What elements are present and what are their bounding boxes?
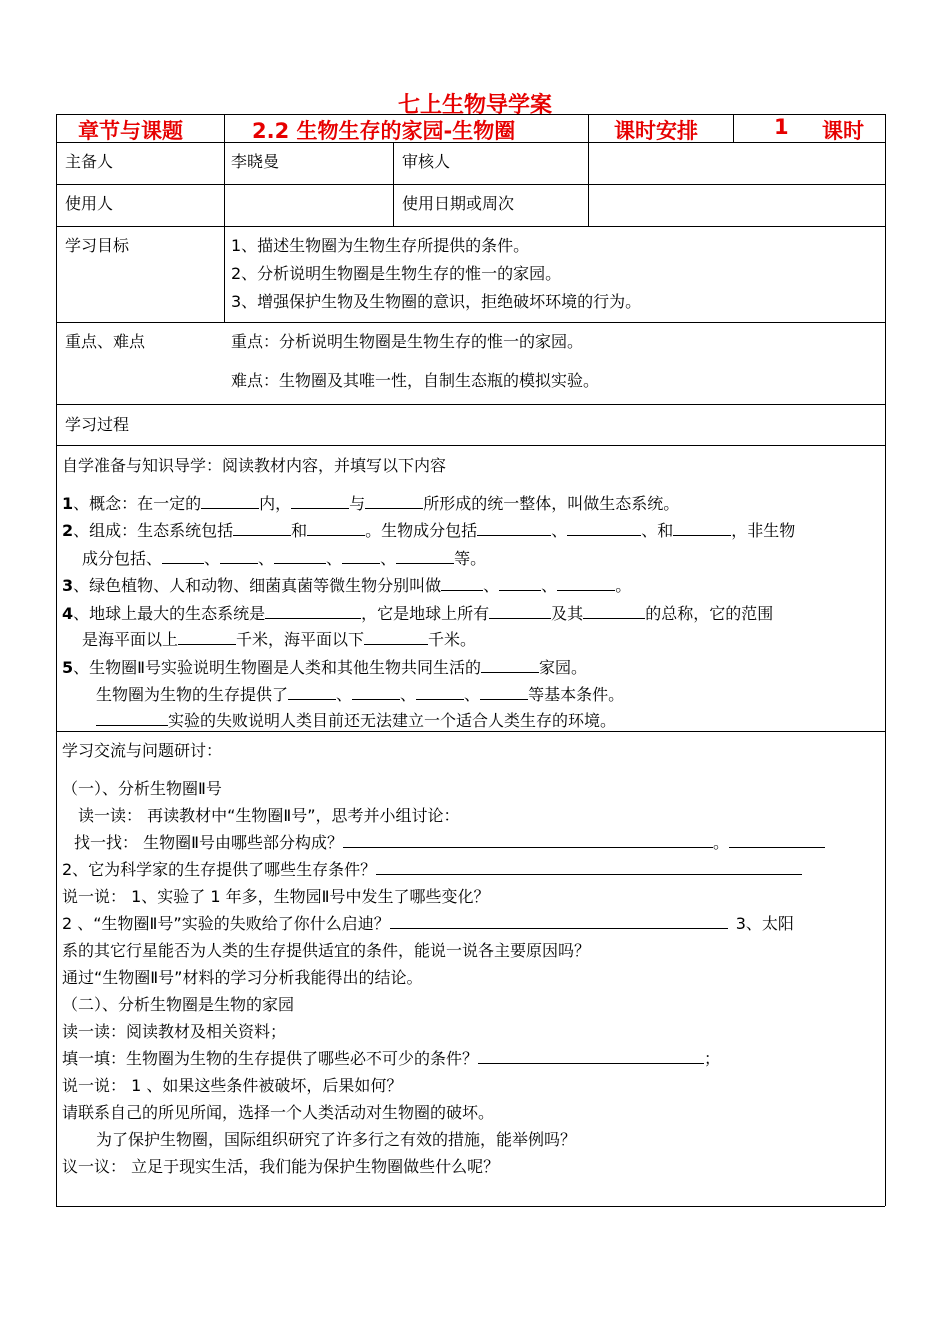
date-label: 使用日期或周次 [402,194,515,213]
read-1: 读一读： 再读教材中“生物圈Ⅱ号”，思考并小组讨论： [78,806,460,825]
difficulty-text: 难点：生物圈及其唯一性，自制生态瓶的模拟实验。 [231,371,600,390]
question-5-failure: 实验的失败说明人类目前还无法建立一个适合人类生存的环境。 [96,708,616,731]
page-title: 七上生物导学案 [397,93,552,118]
preparer-label: 主备人 [65,152,114,171]
goals-label: 学习目标 [65,236,130,255]
question-3-planets: 系的其它行星能否为人类的生存提供适宜的条件，能说一说各主要原因吗？ [62,941,591,960]
part1-title: （一）、分析生物圈Ⅱ号 [62,779,222,798]
question-2-conditions: 2、它为科学家的生存提供了哪些生存条件？ [62,857,802,880]
question-5: 5、生物圈Ⅱ号实验说明生物圈是人类和其他生物共同生活的 家园。 [62,658,588,677]
fill-2: 填一填：生物圈为生物的生存提供了哪些必不可少的条件？ ； [62,1049,721,1068]
chapter-label: 章节与课题 [78,119,183,143]
user-label: 使用人 [65,194,114,213]
part2-title: （二）、分析生物圈是生物的家园 [62,995,295,1014]
schedule-label: 课时安排 [614,119,698,143]
question-2: 2、组成：生态系统包括 和 。生物成分包括 、 、和 ，非生物 [62,521,796,540]
conclusion: 通过“生物圈Ⅱ号”材料的学习分析我能得出的结论。 [62,968,423,987]
goal-item: 1、描述生物圈为生物生存所提供的条件。 [231,236,530,255]
hours-unit: 课时 [822,119,864,143]
question-5-conditions: 生物圈为生物的生存提供了 、 、 、 等基本条件。 [96,685,625,704]
question-1: 1、概念：在一定的 内， 与 所形成的统一整体，叫做生态系统。 [62,494,680,513]
question-4-cont: 是海平面以上 千米，海平面以下 千米。 [82,630,477,649]
self-study-intro: 自学准备与知识导学：阅读教材内容，并填写以下内容 [62,456,447,475]
question-2-lesson: 2 、“生物圈Ⅱ号”实验的失败给了你什么启迪？ 3、太阳 [62,914,794,933]
reviewer-label: 审核人 [402,152,451,171]
goal-item: 3、增强保护生物及生物圈的意识，拒绝破坏环境的行为。 [231,292,642,311]
find-1: 找一找： 生物圈Ⅱ号由哪些部分构成？ 。 [74,830,825,853]
question-4: 4、地球上最大的生态系统是 ，它是地球上所有 及其 的总称，它的范围 [62,604,774,623]
question-3: 3、绿色植物、人和动物、细菌真菌等微生物分别叫做 、 、 。 [62,576,632,595]
say-1: 说一说： 1、实验了 1 年多，生物园Ⅱ号中发生了哪些变化？ [62,887,490,906]
keypoints-label: 重点、难点 [65,332,146,351]
discussion-title: 学习交流与问题研讨： [62,741,223,760]
hours-value: 1 [774,115,789,139]
debate-text: 议一议： 立足于现实生活，我们能为保护生物圈做些什么呢？ [62,1157,500,1176]
goal-item: 2、分析说明生物圈是生物生存的惟一的家园。 [231,264,562,283]
lesson-title: 2.2 生物生存的家园-生物圈 [252,119,516,143]
focus-text: 重点：分析说明生物圈是生物生存的惟一的家园。 [231,332,584,351]
protect-text: 为了保护生物圈，国际组织研究了许多行之有效的措施，能举例吗？ [96,1130,577,1149]
say-2: 说一说： 1 、如果这些条件被破坏，后果如何？ [62,1076,403,1095]
preparer-name: 李晓曼 [231,152,280,171]
contact-text: 请联系自己的所见所闻，选择一个人类活动对生物圈的破坏。 [62,1103,495,1122]
question-2-cont: 成分包括、 、 、 、 、 等。 [82,549,487,568]
process-label: 学习过程 [65,415,130,434]
read-2: 读一读：阅读教材及相关资料； [62,1022,287,1041]
